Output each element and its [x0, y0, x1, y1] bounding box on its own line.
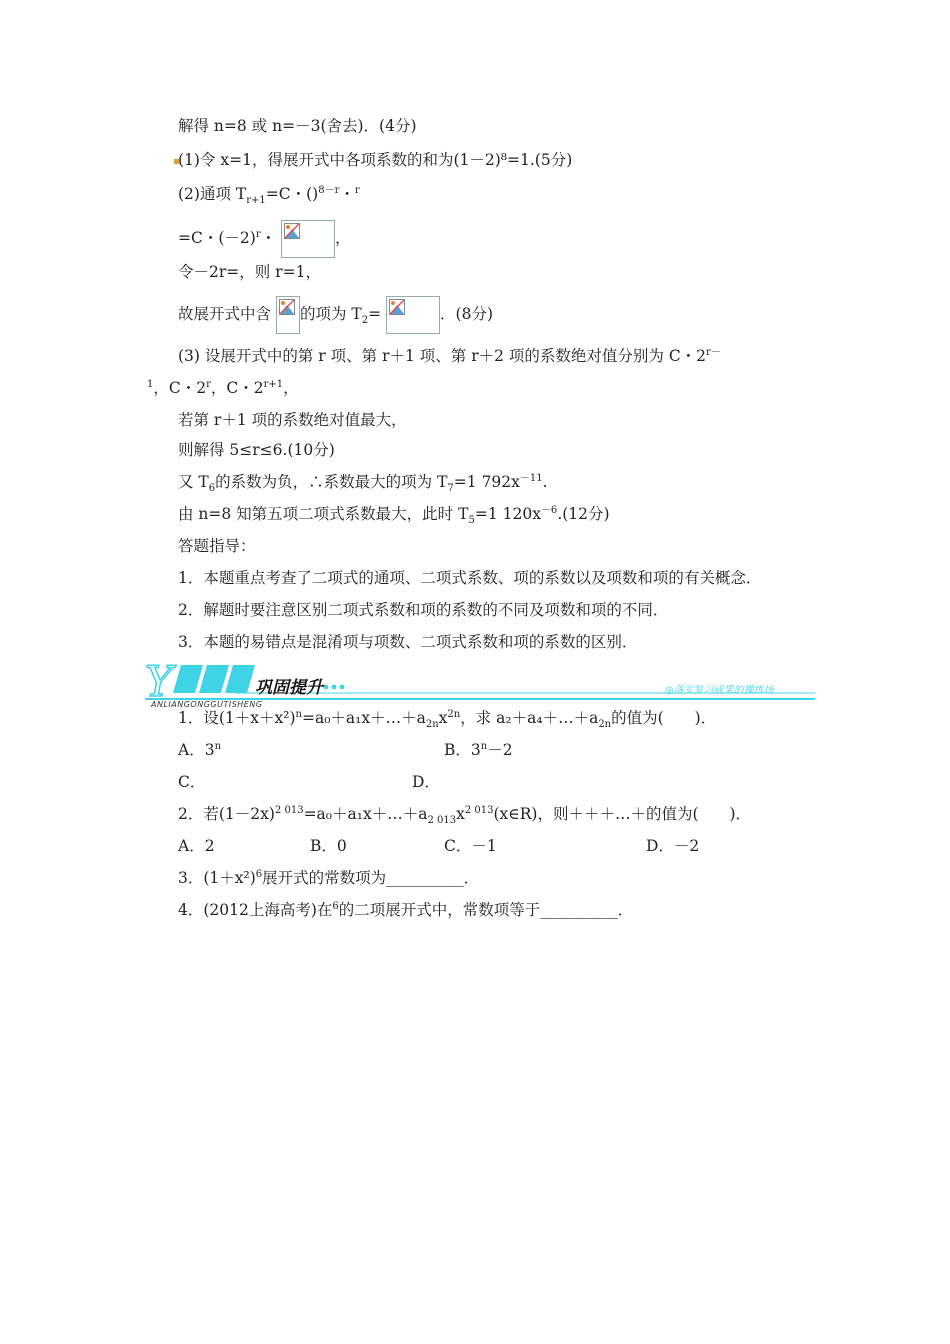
- q2-option-d: D．－2: [646, 837, 700, 855]
- broken-image-icon: [386, 296, 440, 334]
- solution-line-11: 又 $T_6$的系数为负，∴系数最大的项为 $T_7=1$ $792x^{-11}$.: [178, 472, 548, 495]
- solution-line-5: 令－2r=，则 r=1，: [178, 263, 321, 281]
- guide-point-2: 2．解题时要注意区别二项式系数和项的系数的不同及项数和项的不同．: [178, 601, 669, 619]
- guide-point-3: 3．本题的易错点是混淆项与项数、二项式系数和项的系数的区别．: [178, 633, 638, 651]
- solution-line-8: $^1$，C・2$^r$，C・$2^{r+1}$，: [147, 378, 299, 397]
- solution-line-2: (1)令 x=1，得展开式中各项系数的和为(1－2)⁸=1.(5分): [178, 151, 573, 169]
- banner-pinyin: ANLIANGONGGUTISHENG: [151, 700, 263, 709]
- q2-option-a: A．2: [178, 837, 215, 855]
- broken-image-icon: [281, 220, 335, 258]
- solution-line-12: 由 n=8 知第五项二项式系数最大，此时 $T_5=1$ $120x^{-6}.(12$分): [178, 504, 610, 527]
- section-banner: [145, 657, 815, 709]
- question-3: 3．$(1+x^2)^6$展开式的常数项为__________．: [178, 868, 480, 887]
- solution-line-1: 解得 n=8 或 n=－3(舍去)．(4分): [178, 117, 417, 135]
- q1-option-a: A．3$^n$: [178, 740, 222, 759]
- solution-line-6: 故展开式中含 的项为 $T_2=$ ．(8分): [178, 296, 493, 334]
- question-4: 4．(2012上海高考)在$^6$的二项展开式中，常数项等于__________．: [178, 900, 634, 919]
- solution-line-4: =C・$(-2)^r$・ ，: [178, 220, 351, 258]
- solution-line-10: 则解得 5≤r≤6.(10分): [178, 441, 335, 459]
- solution-line-9: 若第 r＋1 项的系数绝对值最大，: [178, 411, 407, 429]
- q1-option-d: D．: [412, 773, 440, 791]
- answer-guide-heading: 答题指导：: [178, 537, 256, 555]
- banner-slogan: ◎落实复习成果的操练场: [665, 685, 774, 696]
- q2-option-b: B．0: [310, 837, 347, 855]
- banner-letter: Y: [145, 657, 173, 706]
- q1-option-c: C．: [178, 773, 206, 791]
- banner-title: 巩固提升: [255, 678, 323, 698]
- question-1: 1．设$(1+x+x^2)^n=a_0+a_1x+\dots+a_{2n}x^{2n}$，求 $a_2+a_4+\dots+a_{2n}$的值为( )．: [178, 708, 717, 731]
- broken-image-icon: [276, 296, 300, 334]
- solution-line-3: (2)通项 $T_{r+1}=C$・()$^{8-r}$・$^r$: [178, 184, 360, 207]
- solution-line-7: (3) 设展开式中的第 r 项、第 r＋1 项、第 r＋2 项的系数绝对值分别为 C・$2^{r-}$: [178, 346, 721, 365]
- q1-option-b: B．$3^n-2$: [444, 740, 513, 759]
- q2-option-c: C．－1: [444, 837, 497, 855]
- question-2: 2．若$(1-2x)^{2 013}=a_0+a_1x+\dots+a_{2 013}x^{2 013}(x\in R)$，则＋＋＋…＋的值为( )．: [178, 804, 752, 827]
- guide-point-1: 1．本题重点考查了二项式的通项、二项式系数、项的系数以及项数和项的有关概念．: [178, 569, 762, 587]
